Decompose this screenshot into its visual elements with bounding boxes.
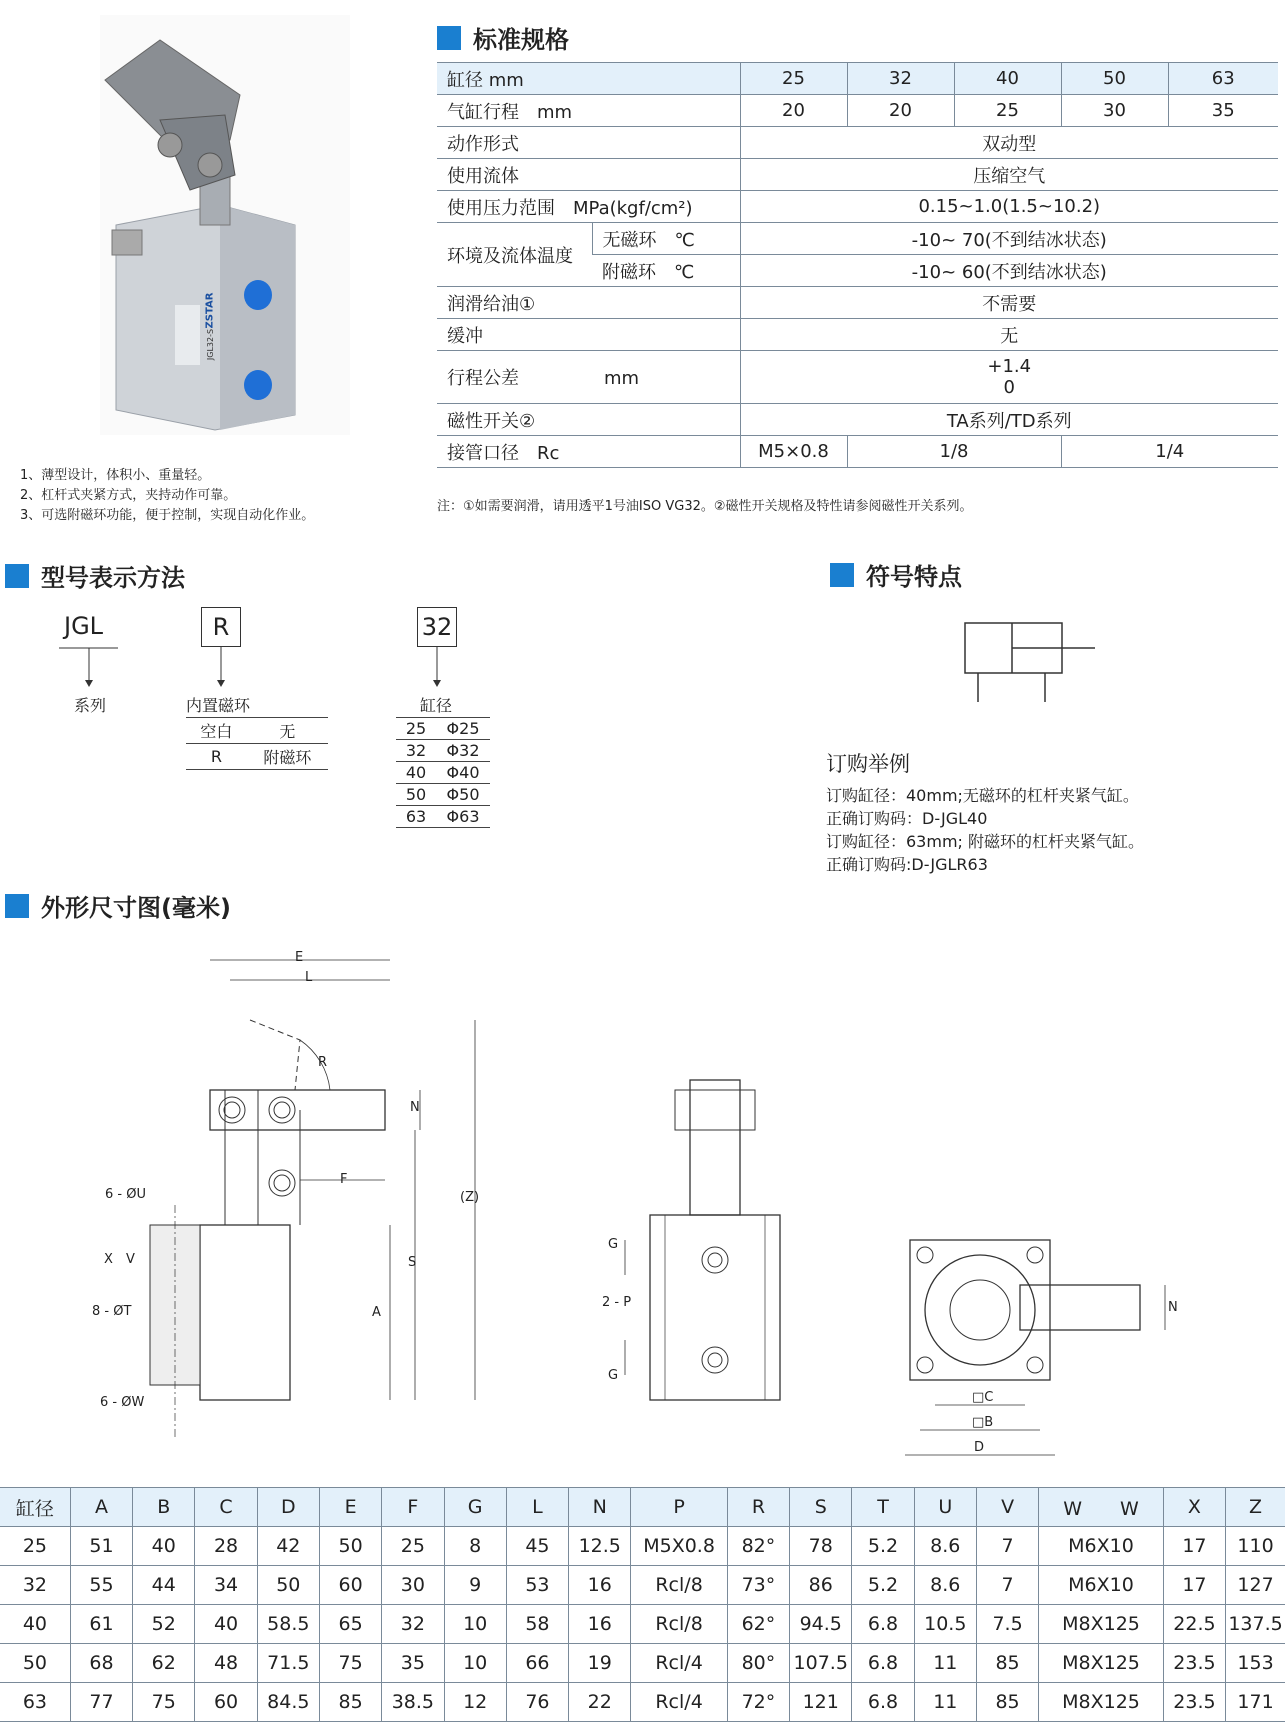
table-cell: 34 [195, 1566, 257, 1605]
table-cell: 23.5 [1163, 1683, 1225, 1722]
table-cell: 121 [790, 1683, 852, 1722]
dim-label: 2 - P [602, 1295, 632, 1310]
table-cell: 85 [319, 1683, 381, 1722]
order-line: 订购缸径：63mm; 附磁环的杠杆夹紧气缸。 [826, 832, 1145, 851]
table-cell: 58 [506, 1605, 568, 1644]
table-cell: 55 [70, 1566, 132, 1605]
table-header-cell: W W [1039, 1488, 1164, 1527]
table-cell: 19 [569, 1644, 631, 1683]
table-header-cell: A [70, 1488, 132, 1527]
spec-title: 标准规格 [437, 20, 569, 55]
table-header-cell: B [133, 1488, 195, 1527]
order-line: 订购缸径：40mm;无磁环的杠杆夹紧气缸。 [826, 786, 1139, 805]
table-cell: 50 [319, 1527, 381, 1566]
table-cell: 10 [444, 1644, 506, 1683]
table-cell: 61 [70, 1605, 132, 1644]
table-cell: 38.5 [382, 1683, 444, 1722]
table-cell: 44 [133, 1566, 195, 1605]
table-cell: 5.2 [852, 1527, 914, 1566]
table-cell: M8X125 [1039, 1683, 1164, 1722]
table-cell: 72° [727, 1683, 789, 1722]
dim-label: 6 - ØU [105, 1187, 146, 1202]
table-header-cell: P [631, 1488, 727, 1527]
table-cell: 8 [444, 1527, 506, 1566]
table-header-cell: S [790, 1488, 852, 1527]
table-row [0, 1527, 1285, 1566]
dim-label: X [104, 1252, 113, 1267]
table-cell: 53 [506, 1566, 568, 1605]
table-cell: 65 [319, 1605, 381, 1644]
table-cell: 137.5 [1226, 1605, 1285, 1644]
dim-label: N [1168, 1300, 1178, 1315]
table-cell: 6.8 [852, 1644, 914, 1683]
bore-label: 缸径 [420, 696, 453, 715]
table-cell: 80° [727, 1644, 789, 1683]
dim-label: A [372, 1305, 381, 1320]
table-cell: 12 [444, 1683, 506, 1722]
table-cell: 63 [0, 1683, 70, 1722]
table-cell: 75 [133, 1683, 195, 1722]
feature-item: 3、可选附磁环功能，便于控制，实现自动化作业。 [20, 508, 315, 523]
table-cell: 25 [382, 1527, 444, 1566]
table-cell: 7.5 [976, 1605, 1038, 1644]
product-photo [100, 15, 350, 435]
table-cell: 76 [506, 1683, 568, 1722]
dim-label: S [408, 1255, 417, 1270]
table-cell: 22.5 [1163, 1605, 1225, 1644]
table-cell: 11 [914, 1683, 976, 1722]
table-cell: 171 [1226, 1683, 1285, 1722]
dim-label: D [974, 1440, 985, 1455]
section-marker-icon [830, 563, 854, 587]
table-cell: 40 [195, 1605, 257, 1644]
table-cell: 94.5 [790, 1605, 852, 1644]
table-cell: 11 [914, 1644, 976, 1683]
table-cell: 77 [70, 1683, 132, 1722]
table-cell: Rcl/8 [631, 1566, 727, 1605]
dim-label: G [608, 1368, 619, 1383]
table-cell: 107.5 [790, 1644, 852, 1683]
table-cell: 58.5 [257, 1605, 319, 1644]
mag-code-box: R [201, 607, 241, 647]
dim-label: E [295, 950, 304, 965]
table-header-cell: 缸径 [0, 1488, 70, 1527]
table-cell: 7 [976, 1566, 1038, 1605]
table-row [0, 1566, 1285, 1605]
dim-label: V [126, 1252, 135, 1267]
cylinder-symbol-icon [960, 620, 1100, 705]
table-cell: 50 [0, 1644, 70, 1683]
table-cell: 85 [976, 1683, 1038, 1722]
section-marker-icon [5, 564, 29, 588]
table-cell: 6.8 [852, 1683, 914, 1722]
dim-label: □B [972, 1415, 994, 1430]
model-label: JGL32-S [206, 328, 216, 361]
table-cell: 78 [790, 1527, 852, 1566]
section-marker-icon [437, 26, 461, 50]
dim-label: (Z) [460, 1190, 480, 1205]
table-cell: 32 [382, 1605, 444, 1644]
table-cell: 52 [133, 1605, 195, 1644]
dim-label: N [410, 1100, 420, 1115]
table-cell: 60 [195, 1683, 257, 1722]
order-line: 正确订购码:D-JGLR63 [826, 855, 988, 874]
table-cell: M6X10 [1039, 1527, 1164, 1566]
table-header-cell: D [257, 1488, 319, 1527]
table-cell: 82° [727, 1527, 789, 1566]
feature-list [20, 466, 314, 526]
dim-label: L [305, 970, 313, 985]
table-cell: 51 [70, 1527, 132, 1566]
dim-label: F [340, 1172, 348, 1187]
table-cell: 85 [976, 1644, 1038, 1683]
table-cell: 127 [1226, 1566, 1285, 1605]
series-label: 系列 [74, 696, 107, 715]
bore-code-box: 32 [417, 607, 457, 647]
table-cell: 66 [506, 1644, 568, 1683]
dim-label: R [318, 1055, 328, 1070]
table-cell: 71.5 [257, 1644, 319, 1683]
table-cell: 32 [0, 1566, 70, 1605]
dim-label: G [608, 1237, 619, 1252]
table-cell: Rcl/4 [631, 1644, 727, 1683]
table-header-cell: F [382, 1488, 444, 1527]
bore-options-table: 25 Φ25 32 Φ32 40 Φ40 50 Φ50 63 Φ63 [396, 717, 490, 828]
order-example [826, 753, 1144, 876]
table-cell: 86 [790, 1566, 852, 1605]
table-header-cell: R [727, 1488, 789, 1527]
table-header-cell: N [569, 1488, 631, 1527]
table-cell: 22 [569, 1683, 631, 1722]
table-cell: 42 [257, 1527, 319, 1566]
table-cell: M8X125 [1039, 1644, 1164, 1683]
section-marker-icon [5, 894, 29, 918]
table-cell: Rcl/4 [631, 1683, 727, 1722]
table-cell: 8.6 [914, 1566, 976, 1605]
table-cell: Rcl/8 [631, 1605, 727, 1644]
dimension-table [0, 1487, 1285, 1722]
table-cell: M8X125 [1039, 1605, 1164, 1644]
table-cell: 68 [70, 1644, 132, 1683]
table-cell: 7 [976, 1527, 1038, 1566]
table-cell: M6X10 [1039, 1566, 1164, 1605]
table-cell: 23.5 [1163, 1644, 1225, 1683]
model-code-title: 型号表示方法 [5, 558, 185, 593]
table-cell: 17 [1163, 1527, 1225, 1566]
dimension-drawing [0, 940, 1285, 1460]
table-cell: 9 [444, 1566, 506, 1605]
dim-label: □C [972, 1390, 994, 1405]
table-cell: 40 [0, 1605, 70, 1644]
table-header-cell: X [1163, 1488, 1225, 1527]
series-code: JGL [64, 612, 104, 640]
table-cell: 48 [195, 1644, 257, 1683]
table-cell: 28 [195, 1527, 257, 1566]
table-header-cell: Z [1226, 1488, 1285, 1527]
table-row [0, 1644, 1285, 1683]
table-cell: 153 [1226, 1644, 1285, 1683]
code-leader-lines [0, 640, 480, 690]
table-cell: 40 [133, 1527, 195, 1566]
table-cell: 35 [382, 1644, 444, 1683]
table-cell: 30 [382, 1566, 444, 1605]
table-header-cell: G [444, 1488, 506, 1527]
brand-label: ZSTAR [204, 292, 216, 329]
order-title: 订购举例 [826, 752, 910, 776]
symbol-title: 符号特点 [830, 557, 962, 592]
table-cell: 60 [319, 1566, 381, 1605]
table-row [0, 1605, 1285, 1644]
table-cell: 62° [727, 1605, 789, 1644]
table-header-cell: C [195, 1488, 257, 1527]
table-header-cell: U [914, 1488, 976, 1527]
table-cell: 8.6 [914, 1527, 976, 1566]
drawing-title: 外形尺寸图(毫米) [5, 888, 231, 923]
table-cell: 10.5 [914, 1605, 976, 1644]
dim-label: 8 - ØT [92, 1304, 132, 1319]
table-cell: 10 [444, 1605, 506, 1644]
table-cell: 84.5 [257, 1683, 319, 1722]
table-cell: 5.2 [852, 1566, 914, 1605]
table-cell: 50 [257, 1566, 319, 1605]
table-cell: 17 [1163, 1566, 1225, 1605]
spec-table: 缸径 mm 25 32 40 50 63 气缸行程 mm 20 20 25 30 35 动作形式 双动型 使用流体 压缩空气 使用压力范围 MPa(kgf/cm²) 0.15~1.0(1.5~10.2) 环境及流体温度 无磁环 ℃ -10~ 70(不到结冰状态) 附磁环 ℃ -10~ 60(不到结冰状态) 润滑给油① 不需要 缓冲 无 行程公差 mm +1.4 0 磁性开关② TA系列/TD系列 接管口径 Rc M5×0.8 1/8 1/4 [437, 62, 1278, 468]
table-cell: 75 [319, 1644, 381, 1683]
mag-options-table: 空白 无 R 附磁环 [186, 717, 328, 770]
mag-label: 内置磁环 [186, 696, 251, 715]
order-line: 正确订购码：D-JGL40 [826, 809, 988, 828]
table-cell: 73° [727, 1566, 789, 1605]
spec-note: 注：①如需要润滑，请用透平1号油ISO VG32。②磁性开关规格及特性请参阅磁性开关系列。 [437, 499, 973, 514]
table-row [0, 1683, 1285, 1722]
table-header-cell: L [506, 1488, 568, 1527]
table-cell: 12.5 [569, 1527, 631, 1566]
dim-label: 6 - ØW [100, 1395, 145, 1410]
feature-item: 1、薄型设计，体积小、重量轻。 [20, 468, 211, 483]
table-cell: 25 [0, 1527, 70, 1566]
feature-item: 2、杠杆式夹紧方式，夹持动作可靠。 [20, 488, 237, 503]
table-cell: 16 [569, 1566, 631, 1605]
table-cell: 45 [506, 1527, 568, 1566]
table-cell: M5X0.8 [631, 1527, 727, 1566]
table-header-cell: T [852, 1488, 914, 1527]
table-cell: 6.8 [852, 1605, 914, 1644]
table-cell: 110 [1226, 1527, 1285, 1566]
table-cell: 62 [133, 1644, 195, 1683]
table-header-cell: V [976, 1488, 1038, 1527]
table-header-cell: E [319, 1488, 381, 1527]
table-header-row [0, 1488, 1285, 1527]
table-cell: 16 [569, 1605, 631, 1644]
